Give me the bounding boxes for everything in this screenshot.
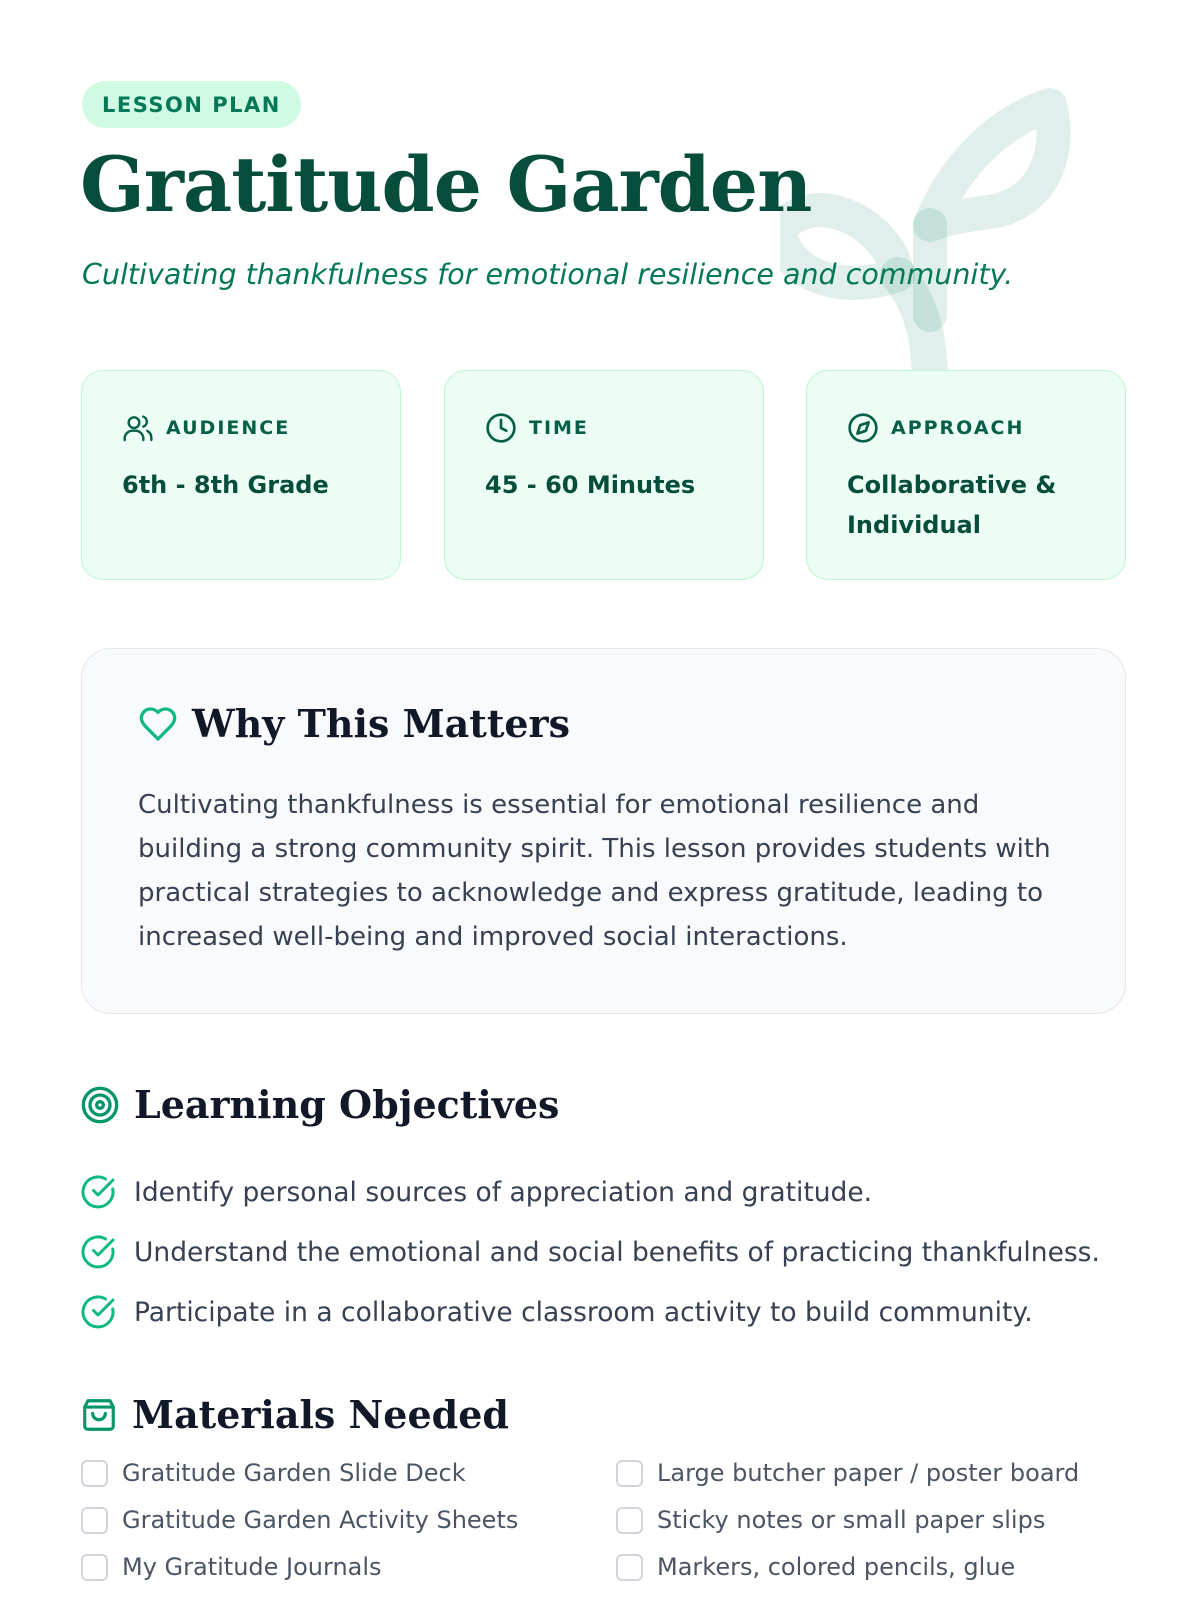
material-checkbox[interactable] bbox=[616, 1460, 643, 1487]
objectives-title: Learning Objectives bbox=[134, 1082, 560, 1127]
material-checkbox[interactable] bbox=[81, 1507, 108, 1534]
material-checkbox[interactable] bbox=[616, 1507, 643, 1534]
list-item bbox=[80, 1222, 1100, 1282]
list-item bbox=[80, 1162, 1100, 1222]
objective-text: Participate in a collaborative classroom activity to build community. bbox=[134, 1296, 1033, 1328]
time-value: 45 - 60 Minutes bbox=[485, 471, 696, 499]
objectives-list bbox=[80, 1162, 1100, 1342]
material-item[interactable] bbox=[81, 1460, 616, 1486]
page-title: Gratitude Garden bbox=[80, 140, 812, 229]
list-item bbox=[80, 1282, 1100, 1342]
heart-icon bbox=[138, 704, 178, 744]
material-checkbox[interactable] bbox=[81, 1460, 108, 1487]
why-this-matters-section bbox=[81, 648, 1126, 1014]
audience-card bbox=[81, 370, 401, 580]
objective-text: Understand the emotional and social benefits of practicing thankfulness. bbox=[134, 1236, 1100, 1268]
lesson-plan-badge: LESSON PLAN bbox=[82, 81, 301, 128]
check-circle-icon bbox=[80, 1234, 116, 1270]
audience-value: 6th - 8th Grade bbox=[122, 471, 329, 499]
materials-checklist bbox=[81, 1460, 1121, 1580]
target-icon bbox=[80, 1085, 120, 1125]
material-text: Gratitude Garden Activity Sheets bbox=[122, 1506, 519, 1534]
material-item[interactable] bbox=[616, 1554, 1121, 1580]
users-icon bbox=[122, 412, 154, 444]
material-text: Markers, colored pencils, glue bbox=[657, 1553, 1016, 1581]
material-text: My Gratitude Journals bbox=[122, 1553, 382, 1581]
why-title: Why This Matters bbox=[192, 701, 570, 746]
material-checkbox[interactable] bbox=[81, 1554, 108, 1581]
time-card bbox=[444, 370, 764, 580]
clock-icon bbox=[485, 412, 517, 444]
material-item[interactable] bbox=[81, 1554, 616, 1580]
audience-label: AUDIENCE bbox=[166, 417, 291, 439]
material-item[interactable] bbox=[616, 1507, 1121, 1533]
material-text: Sticky notes or small paper slips bbox=[657, 1506, 1046, 1534]
objectives-heading bbox=[80, 1082, 559, 1127]
compass-icon bbox=[847, 412, 879, 444]
why-body: Cultivating thankfulness is essential for emotional resilience and building a strong community spirit. This lesson provides students with practical strategies to acknowledge and express gratitude, leading to increased well-being and improved social interactions. bbox=[138, 790, 1051, 952]
time-label: TIME bbox=[529, 417, 589, 439]
approach-value: Collaborative & Individual bbox=[847, 471, 1057, 539]
check-circle-icon bbox=[80, 1174, 116, 1210]
material-text: Gratitude Garden Slide Deck bbox=[122, 1459, 466, 1487]
shopping-bag-icon bbox=[80, 1396, 118, 1434]
materials-heading bbox=[80, 1392, 509, 1437]
material-text: Large butcher paper / poster board bbox=[657, 1459, 1080, 1487]
material-item[interactable] bbox=[616, 1460, 1121, 1486]
materials-title: Materials Needed bbox=[132, 1392, 509, 1437]
material-checkbox[interactable] bbox=[616, 1554, 643, 1581]
check-circle-icon bbox=[80, 1294, 116, 1330]
material-item[interactable] bbox=[81, 1507, 616, 1533]
approach-label: APPROACH bbox=[891, 417, 1025, 439]
page-subtitle: Cultivating thankfulness for emotional resilience and community. bbox=[82, 258, 1014, 291]
approach-card bbox=[806, 370, 1126, 580]
objective-text: Identify personal sources of appreciation and gratitude. bbox=[134, 1176, 873, 1208]
